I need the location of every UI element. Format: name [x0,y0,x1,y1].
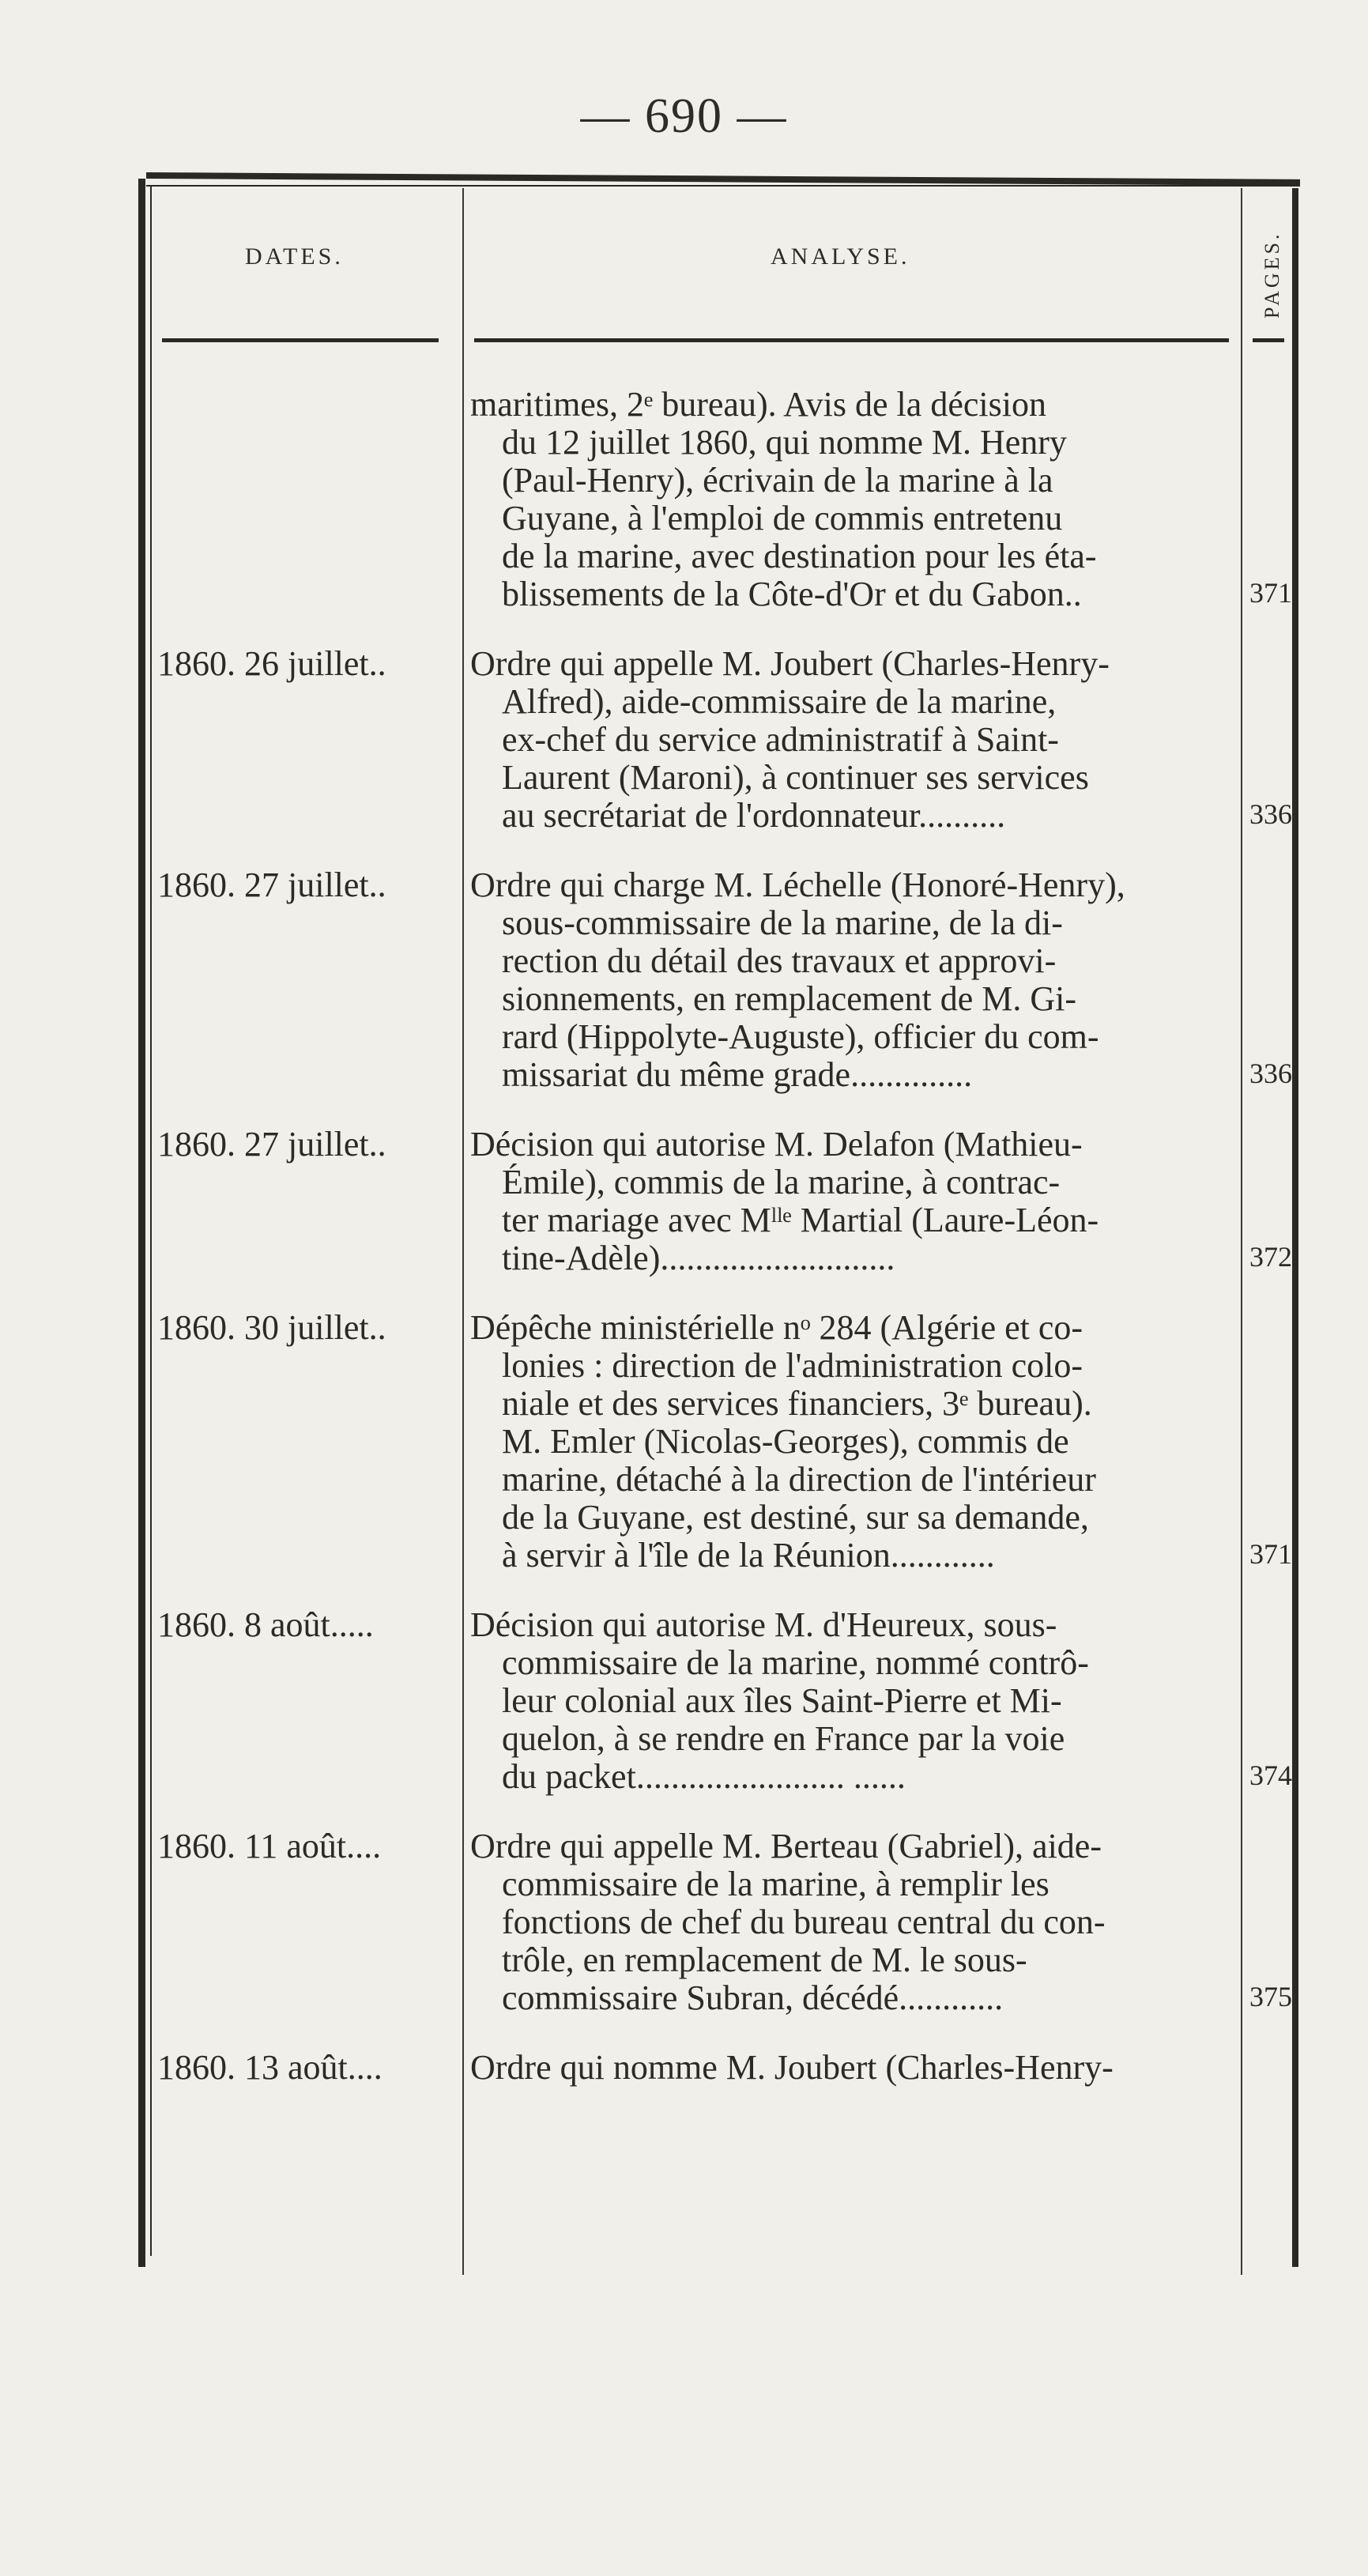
register-entry [138,1126,1300,1277]
entry-page-ref: 371 [1249,577,1292,609]
entry-analysis [470,866,1229,1094]
header-rule-dates [162,338,439,342]
analysis-line: Décision qui autorise M. d'Heureux, sous- [470,1606,1057,1644]
register-entry [138,645,1300,835]
analysis-line: au secrétariat de l'ordonnateur.......... [502,797,1006,835]
analysis-line: (Paul-Henry), écrivain de la marine à la [502,462,1053,500]
analysis-line: Ordre qui appelle M. Berteau (Gabriel), aide- [470,1827,1102,1865]
analysis-line: ter mariage avec Mˡˡᵉ Martial (Laure-Léon- [502,1201,1099,1239]
entry-page-ref: 336 [1249,1058,1292,1089]
top-rule-thin [146,185,1300,187]
entry-analysis [470,386,1229,613]
analysis-line: blissements de la Côte-d'Or et du Gabon.. [502,575,1082,613]
entry-date: 1860. 27 juillet.. [157,1125,386,1164]
entries-list [138,386,1300,2118]
entry-page-ref: 372 [1249,1241,1292,1273]
analysis-line: à servir à l'île de la Réunion............ [502,1537,995,1575]
analysis-line: Ordre qui charge M. Léchelle (Honoré-Henry), [470,866,1125,904]
page-number: — 690 — [580,89,788,143]
analysis-line: rection du détail des travaux et approvi- [502,942,1057,980]
entry-page-ref: 336 [1249,798,1292,830]
entry-analysis [470,2049,1229,2087]
register-entry [138,1309,1300,1575]
entry-page-ref: 375 [1249,1981,1292,2012]
entry-date: 1860. 11 août.... [157,1827,382,1865]
entry-page-ref: 374 [1249,1759,1292,1791]
analysis-line: Alfred), aide-commissaire de la marine, [502,683,1057,721]
analysis-line: tine-Adèle)........................... [502,1239,895,1277]
header-rule-analyse [474,338,1229,342]
header-analyse: ANALYSE. [771,243,910,270]
header-rule-pages [1253,338,1284,342]
entry-date: 1860. 30 juillet.. [157,1308,386,1347]
analysis-line: marine, détaché à la direction de l'intérieur [502,1461,1096,1499]
analysis-line: Émile), commis de la marine, à contrac- [502,1164,1061,1201]
entry-analysis [470,1606,1229,1796]
analysis-line: Décision qui autorise M. Delafon (Mathieu- [470,1126,1083,1164]
analysis-line: Laurent (Maroni), à continuer ses services [502,759,1089,797]
analysis-line: Ordre qui appelle M. Joubert (Charles-Henry- [470,645,1110,683]
analysis-line: de la Guyane, est destiné, sur sa demande, [502,1499,1089,1537]
entry-date: 1860. 26 juillet.. [157,644,386,683]
header-dates: DATES. [245,243,344,270]
entry-analysis [470,1309,1229,1575]
analysis-line: ex-chef du service administratif à Saint- [502,721,1059,759]
analysis-line: fonctions de chef du bureau central du con- [502,1903,1106,1941]
register-entry [138,2049,1300,2087]
analysis-line: du packet........................ ...... [502,1758,906,1796]
header-pages: PAGES. [1261,231,1283,319]
analysis-line: niale et des services financiers, 3ᵉ bureau). [502,1385,1092,1423]
register-table [138,172,1300,2267]
top-rule [146,172,1300,186]
entry-date: 1860. 27 juillet.. [157,866,386,904]
register-entry [138,866,1300,1094]
analysis-line: maritimes, 2ᵉ bureau). Avis de la décision [470,386,1046,424]
analysis-line: commissaire de la marine, nommé contrô- [502,1644,1089,1682]
analysis-line: sous-commissaire de la marine, de la di- [502,904,1063,942]
entry-date: 1860. 8 août..... [157,1605,374,1644]
analysis-line: M. Emler (Nicolas-Georges), commis de [502,1423,1069,1461]
analysis-line: Ordre qui nomme M. Joubert (Charles-Henry- [470,2049,1114,2087]
register-entry [138,1827,1300,2017]
entry-analysis [470,645,1229,835]
analysis-line: trôle, en remplacement de M. le sous- [502,1941,1027,1979]
entry-analysis [470,1827,1229,2017]
analysis-line: quelon, à se rendre en France par la voie [502,1720,1065,1758]
analysis-line: du 12 juillet 1860, qui nomme M. Henry [502,424,1067,462]
entry-page-ref: 371 [1249,1538,1292,1570]
analysis-line: de la marine, avec destination pour les éta- [502,537,1097,575]
register-entry [138,1606,1300,1796]
register-entry [138,386,1300,613]
analysis-line: leur colonial aux îles Saint-Pierre et Mi- [502,1682,1062,1720]
analysis-line: Dépêche ministérielle nᵒ 284 (Algérie et co- [470,1309,1083,1347]
analysis-line: commissaire Subran, décédé............ [502,1979,1004,2017]
analysis-line: missariat du même grade.............. [502,1056,973,1094]
analysis-line: sionnements, en remplacement de M. Gi- [502,980,1077,1018]
analysis-line: rard (Hippolyte-Auguste), officier du com- [502,1018,1099,1056]
analysis-line: Guyane, à l'emploi de commis entretenu [502,500,1063,537]
entry-analysis [470,1126,1229,1277]
analysis-line: lonies : direction de l'administration colo- [502,1347,1083,1385]
analysis-line: commissaire de la marine, à remplir les [502,1865,1050,1903]
entry-date: 1860. 13 août.... [157,2048,383,2087]
